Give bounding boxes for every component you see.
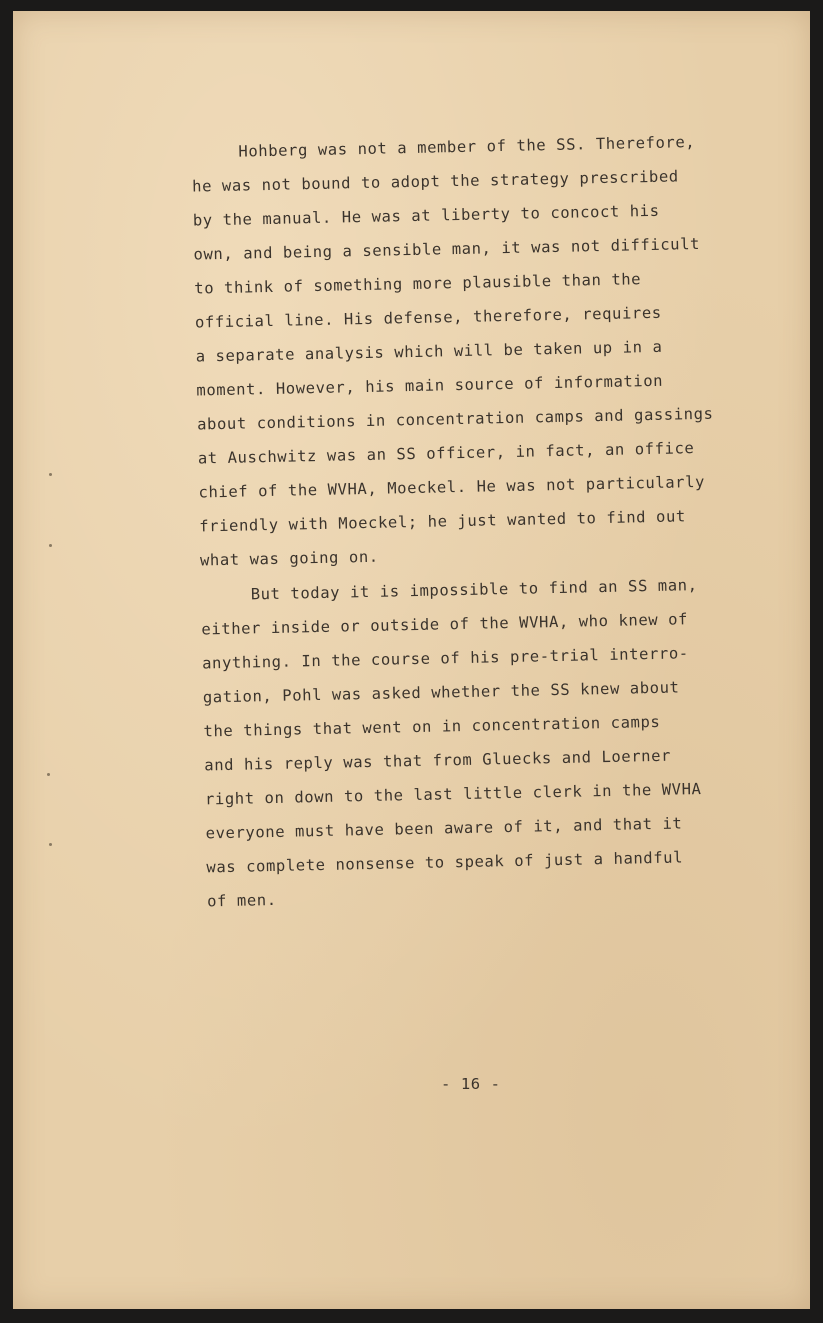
text-line: chief of the WVHA, Moeckel. He was not particularly [198, 472, 706, 502]
text-line: moment. However, his main source of information [196, 371, 664, 400]
text-line: the things that went on in concentration camps [203, 712, 661, 741]
page-number: - 16 - [441, 1075, 501, 1093]
text-line: at Auschwitz was an SS officer, in fact, an office [197, 439, 695, 468]
text-line: Hohberg was not a member of the SS. Therefore, [238, 133, 696, 161]
text-line: to think of something more plausible than the [194, 270, 642, 298]
text-line: and his reply was that from Gluecks and Loerner [204, 746, 672, 775]
text-line: he was not bound to adopt the strategy prescribed [191, 167, 679, 196]
text-line: either inside or outside of the WVHA, who knew of [201, 610, 689, 639]
text-line: a separate analysis which will be taken up in a [195, 337, 663, 366]
text-line: of men. [206, 890, 277, 911]
text-line: what was going on. [199, 547, 379, 570]
text-line: But today it is impossible to find an SS man, [250, 576, 698, 604]
text-line: anything. In the course of his pre-trial interro- [201, 644, 689, 673]
text-line: official line. His defense, therefore, requires [194, 303, 662, 332]
text-line: about conditions in concentration camps and gassings [196, 404, 714, 434]
typewritten-page [13, 11, 810, 1309]
text-line: right on down to the last little clerk in the WVHA [204, 780, 702, 809]
body-text [3, 3, 823, 1317]
text-line: gation, Pohl was asked whether the SS knew about [202, 678, 680, 707]
text-line: friendly with Moeckel; he just wanted to find out [199, 507, 687, 536]
text-line: everyone must have been aware of it, and that it [205, 814, 683, 843]
text-line: by the manual. He was at liberty to concoct his [192, 201, 660, 230]
text-line: own, and being a sensible man, it was not difficult [193, 234, 701, 264]
text-line: was complete nonsense to speak of just a handful [206, 848, 684, 877]
